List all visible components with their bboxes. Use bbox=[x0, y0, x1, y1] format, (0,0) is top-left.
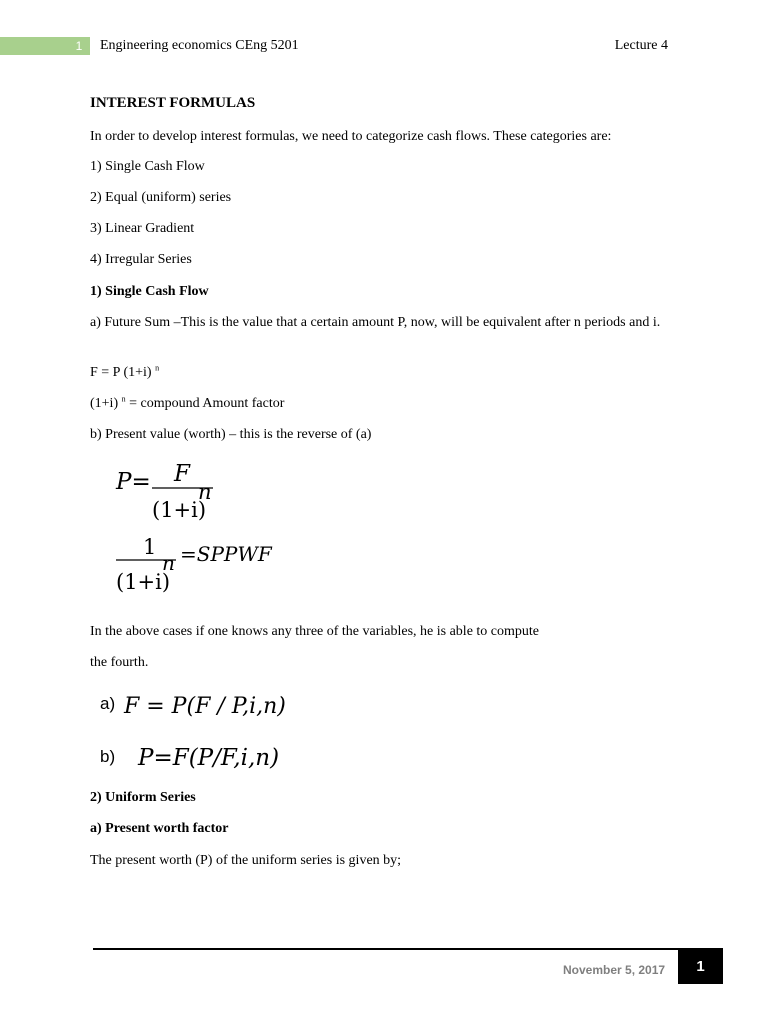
equation-present-value bbox=[110, 455, 230, 530]
note-line-2: the fourth. bbox=[90, 655, 149, 670]
future-sum-formula bbox=[90, 365, 159, 381]
eq1-exponent: n bbox=[198, 480, 212, 504]
eq-a-label: a) bbox=[100, 694, 116, 713]
section2-title: 2) Uniform Series bbox=[90, 790, 196, 805]
compound-factor-line bbox=[90, 396, 284, 412]
eq1-denominator: (1+i) bbox=[152, 498, 207, 522]
footer-date: November 5, 2017 bbox=[563, 963, 666, 977]
section2-text: The present worth (P) of the uniform series is given by; bbox=[90, 853, 402, 868]
intro-paragraph: In order to develop interest formulas, we need to categorize cash flows. These categories are: bbox=[90, 129, 612, 144]
future-sum-paragraph: a) Future Sum –This is the value that a certain amount P, now, will be equivalent after n periods and i. bbox=[90, 315, 661, 330]
footer-page-number: 1 bbox=[678, 950, 723, 984]
page-heading: INTEREST FORMULAS bbox=[90, 95, 256, 111]
factor-base: (1+i) bbox=[90, 396, 119, 411]
equation-sppwf bbox=[110, 530, 300, 605]
eq2-rhs: =SPPWF bbox=[180, 542, 272, 566]
category-item: 3) Linear Gradient bbox=[90, 221, 195, 236]
eq2-numerator: 1 bbox=[143, 535, 157, 559]
eq2-exponent: n bbox=[162, 551, 175, 575]
header-title: Engineering economics CEng 5201 bbox=[100, 38, 299, 53]
factor-exponent: n bbox=[121, 394, 126, 404]
eq-a-expression: F = P(F / P,i,n) bbox=[124, 694, 286, 719]
footer-divider bbox=[93, 948, 723, 950]
formula-exponent: n bbox=[155, 363, 160, 373]
present-value-line: b) Present value (worth) – this is the reverse of (a) bbox=[90, 427, 372, 442]
eq2-denominator: (1+i) bbox=[116, 570, 171, 594]
eq-b-expression: P=F(P/F,i,n) bbox=[138, 745, 280, 771]
eq1-lhs: P= bbox=[116, 469, 151, 495]
section2-subtitle: a) Present worth factor bbox=[90, 821, 229, 836]
eq1-numerator: F bbox=[174, 461, 190, 487]
category-item: 1) Single Cash Flow bbox=[90, 159, 205, 174]
section1-title: 1) Single Cash Flow bbox=[90, 284, 209, 299]
category-item: 2) Equal (uniform) series bbox=[90, 190, 232, 205]
equation-b bbox=[98, 736, 318, 776]
header-page-number: 1 bbox=[75, 39, 83, 53]
factor-rest: = compound Amount factor bbox=[125, 396, 285, 411]
note-line-1: In the above cases if one knows any three of the variables, he is able to compute bbox=[90, 624, 540, 639]
header-lecture: Lecture 4 bbox=[614, 38, 668, 53]
eq-b-label: b) bbox=[100, 747, 116, 766]
equation-a bbox=[98, 685, 318, 725]
formula-base: F = P (1+i) bbox=[90, 365, 152, 380]
category-item: 4) Irregular Series bbox=[90, 252, 192, 267]
